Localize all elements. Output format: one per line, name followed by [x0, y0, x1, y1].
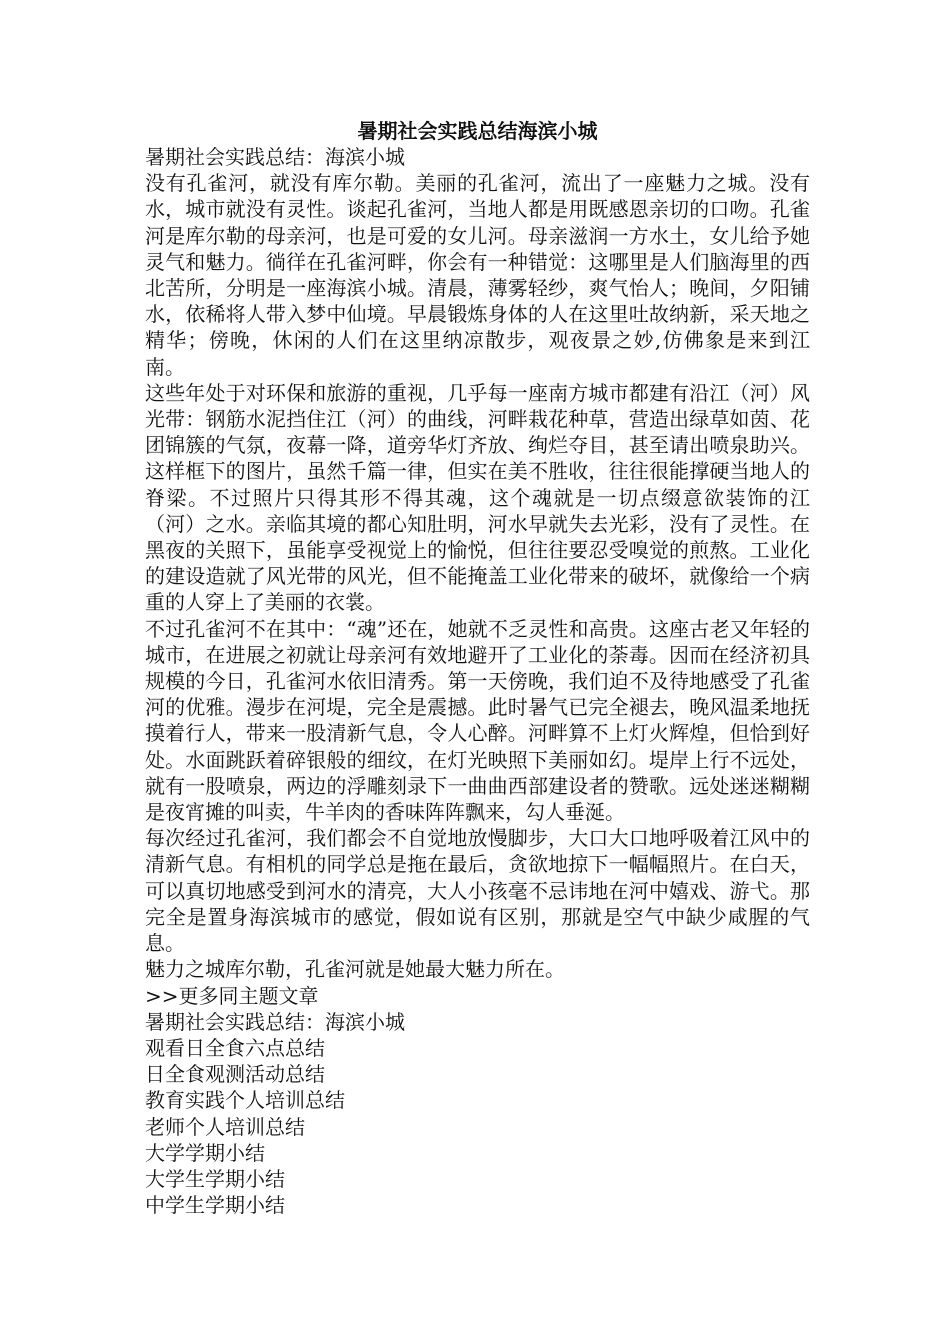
- related-articles-list: [145, 1009, 810, 1219]
- paragraph-4: 每次经过孔雀河，我们都会不自觉地放慢脚步，大口大口地呼吸着江风中的清新气息。有相机的同学总是拖在最后，贪欲地掠下一幅幅照片。在白天，可以真切地感受到河水的清亮，大人小孩毫不忌讳地在河中嬉戏、游弋。那完全是置身海滨城市的感觉，假如说有区别，那就是空气中缺少咸腥的气息。: [145, 826, 810, 956]
- related-article-link[interactable]: 日全食观测活动总结: [145, 1062, 325, 1087]
- paragraph-2: 这些年处于对环保和旅游的重视，几乎每一座南方城市都建有沿江（河）风光带：钢筋水泥挡住江（河）的曲线，河畔栽花种草，营造出绿草如茵、花团锦簇的气氛，夜幕一降，道旁华灯齐放、绚烂夺目，甚至请出喷泉助兴。这样框下的图片，虽然千篇一律，但实在美不胜收，往往很能撑硬当地人的脊梁。不过照片只得其形不得其魂，这个魂就是一切点缀意欲装饰的江（河）之水。亲临其境的都心知肚明，河水早就失去光彩，没有了灵性。在黑夜的关照下，虽能享受视觉上的愉悦，但往往要忍受嗅觉的煎熬。工业化的建设造就了风光带的风光，但不能掩盖工业化带来的破坏，就像给一个病重的人穿上了美丽的衣裳。: [145, 380, 810, 615]
- related-article-link[interactable]: 教育实践个人培训总结: [145, 1088, 345, 1113]
- related-article-link[interactable]: 大学生学期小结: [145, 1166, 285, 1191]
- related-article-link[interactable]: 大学学期小结: [145, 1140, 265, 1165]
- paragraph-5: 魅力之城库尔勒，孔雀河就是她最大魅力所在。: [145, 957, 565, 982]
- list-item: [145, 1035, 810, 1061]
- list-item: [145, 1192, 810, 1218]
- related-article-link[interactable]: 观看日全食六点总结: [145, 1035, 325, 1060]
- more-articles-link-row: [145, 983, 810, 1009]
- paragraph-3: 不过孔雀河不在其中：“魂”还在，她就不乏灵性和高贵。这座古老又年轻的城市，在进展之初就让母亲河有效地避开了工业化的荼毒。因而在经济初具规模的今日，孔雀河水依旧清秀。第一天傍晚，我们迫不及待地感受了孔雀河的优雅。漫步在河堤，完全是震撼。此时暑气已完全褪去，晚风温柔地抚摸着行人，带来一股清新气息，令人心醉。河畔算不上灯火辉煌，但恰到好处。水面跳跃着碎银般的细纹，在灯光映照下美丽如幻。堤岸上行不远处，就有一股喷泉，两边的浮雕刻录下一曲曲西部建设者的赞歌。远处迷迷糊糊是夜宵摊的叫卖，牛羊肉的香味阵阵飘来，勾人垂涎。: [145, 616, 810, 825]
- document-subtitle: 暑期社会实践总结：海滨小城: [145, 145, 405, 169]
- paragraph-1: 没有孔雀河，就没有库尔勒。美丽的孔雀河，流出了一座魅力之城。没有水，城市就没有灵性。谈起孔雀河，当地人都是用既感恩亲切的口吻。孔雀河是库尔勒的母亲河，也是可爱的女儿河。母亲滋润一方水土，女儿给予她灵气和魅力。徜徉在孔雀河畔，你会有一种错觉：这哪里是人们脑海里的西北苦所，分明是一座海滨小城。清晨，薄雾轻纱，爽气怡人；晚间，夕阳铺水，依稀将人带入梦中仙境。早晨锻炼身体的人在这里吐故纳新，采天地之精华；傍晚，休闲的人们在这里纳凉散步，观夜景之妙,仿佛象是来到江南。: [145, 171, 810, 379]
- list-item: [145, 1140, 810, 1166]
- related-article-link[interactable]: 老师个人培训总结: [145, 1114, 305, 1139]
- list-item: [145, 1166, 810, 1192]
- list-item: [145, 1114, 810, 1140]
- document-page: [145, 118, 810, 1218]
- related-article-link[interactable]: 暑期社会实践总结：海滨小城: [145, 1009, 405, 1034]
- document-title: 暑期社会实践总结海滨小城: [357, 119, 598, 143]
- list-item: [145, 1009, 810, 1035]
- list-item: [145, 1061, 810, 1087]
- related-article-link[interactable]: 中学生学期小结: [145, 1193, 285, 1218]
- more-articles-link[interactable]: >>更多同主题文章: [145, 983, 319, 1008]
- list-item: [145, 1087, 810, 1113]
